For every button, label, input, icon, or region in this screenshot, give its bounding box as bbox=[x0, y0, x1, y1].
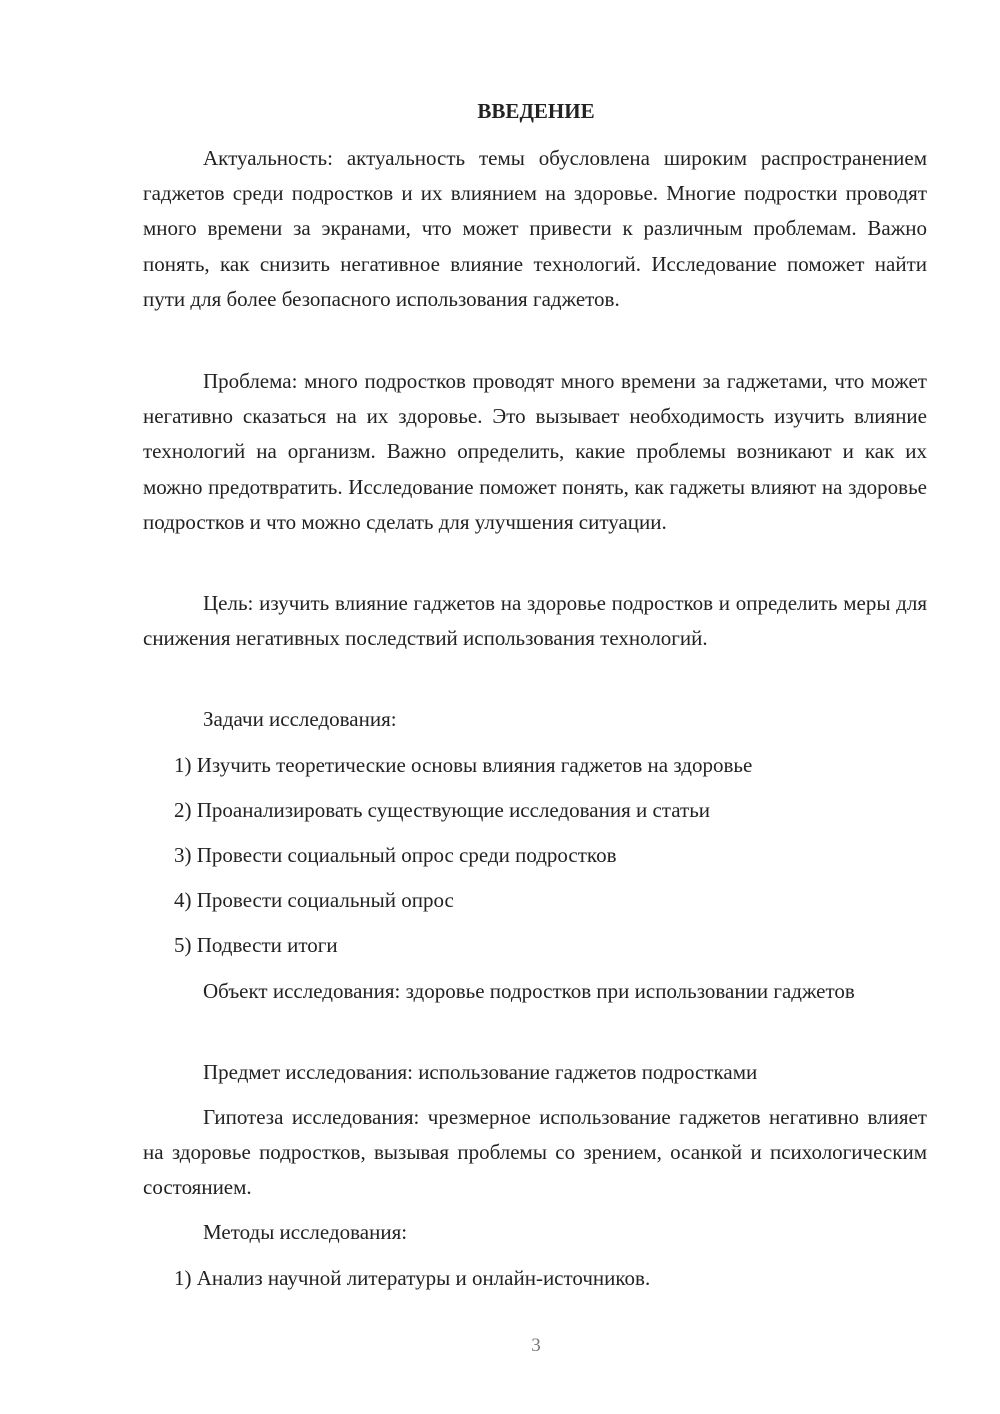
task-item: 2) Проанализировать существующие исследования и статьи bbox=[174, 798, 711, 822]
relevance-paragraph: Актуальность: актуальность темы обусловлена широким распространением гаджетов среди подростков и их влиянием на здоровье. Многие подростки проводят много времени за экранами, что может привести к различным проблемам. Важно понять, как снизить негативное влияние технологий. Исследование поможет найти пути для более безопасного использования гаджетов. bbox=[143, 146, 927, 311]
subject-line: Предмет исследования: использование гаджетов подростками bbox=[203, 1060, 758, 1084]
tasks-heading: Задачи исследования: bbox=[203, 707, 397, 731]
problem-paragraph: Проблема: много подростков проводят много времени за гаджетами, что может негативно сказаться на их здоровье. Это вызывает необходимость изучить влияние технологий на организм. Важно определить, какие проблемы возникают и как их можно предотвратить. Исследование поможет понять, как гаджеты влияют на здоровье подростков и что можно сделать для улучшения ситуации. bbox=[143, 369, 927, 534]
object-paragraph: Объект исследования: здоровье подростков при использовании гаджетов bbox=[203, 979, 855, 1003]
task-item: 5) Подвести итоги bbox=[174, 933, 338, 957]
goal-paragraph: Цель: изучить влияние гаджетов на здоровье подростков и определить меры для снижения негативных последствий использования технологий. bbox=[143, 591, 927, 651]
task-item: 4) Провести социальный опрос bbox=[174, 888, 454, 912]
task-item: 1) Изучить теоретические основы влияния гаджетов на здоровье bbox=[174, 753, 753, 777]
page-title: ВВЕДЕНИЕ bbox=[477, 99, 595, 123]
task-item: 3) Провести социальный опрос среди подростков bbox=[174, 843, 617, 867]
methods-heading: Методы исследования: bbox=[203, 1220, 408, 1244]
page-number: 3 bbox=[531, 1335, 541, 1356]
hypothesis-paragraph: Гипотеза исследования: чрезмерное использование гаджетов негативно влияет на здоровье подростков, вызывая проблемы со зрением, осанкой и психологическим состоянием. bbox=[143, 1105, 927, 1200]
method-item: 1) Анализ научной литературы и онлайн-источников. bbox=[174, 1266, 651, 1290]
